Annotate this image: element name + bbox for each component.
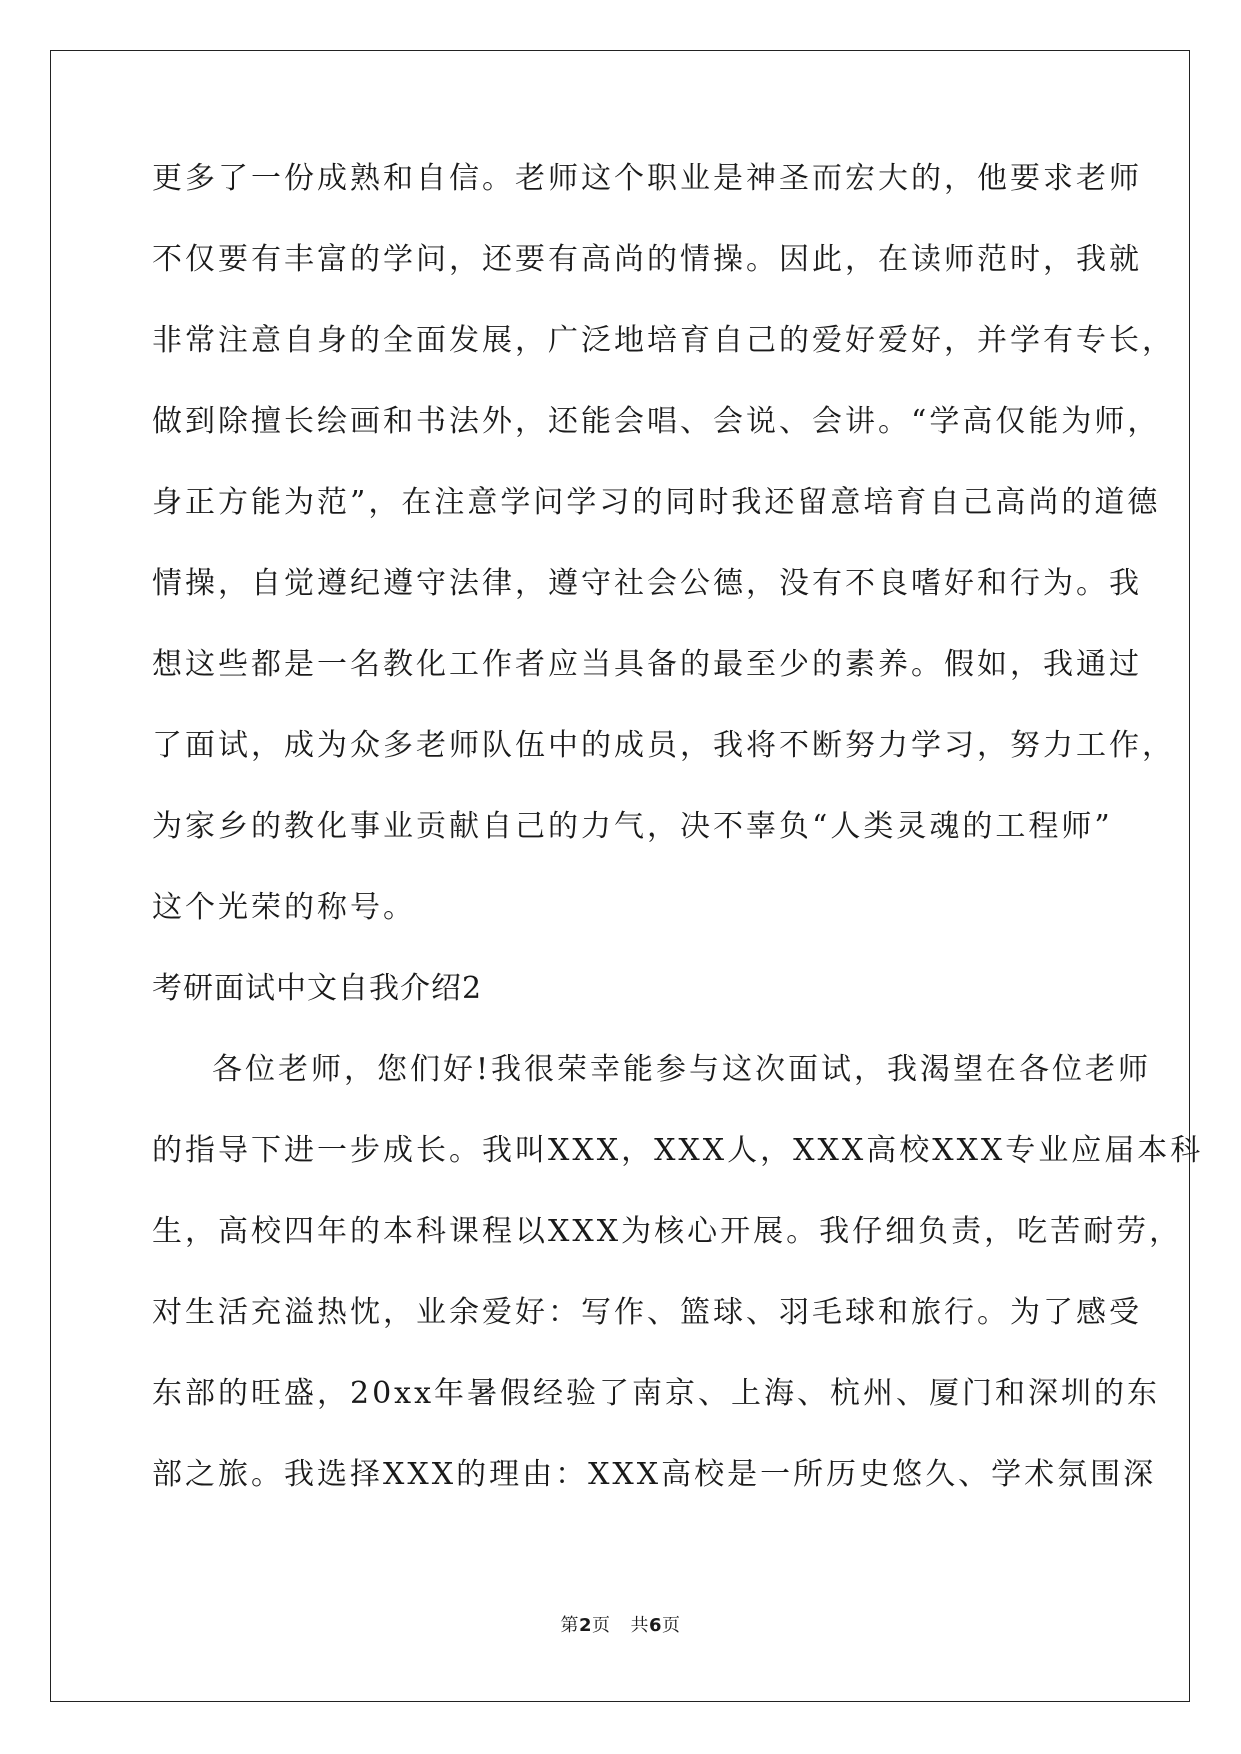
page-number-total: 6 [649, 1615, 663, 1636]
page-footer [0, 1614, 1241, 1638]
page-total-prefix: 共 [630, 1615, 649, 1636]
paragraph-line: 这个光荣的称号。 [152, 890, 416, 925]
paragraph-line: 对生活充溢热忱，业余爱好：写作、篮球、羽毛球和旅行。为了感受 [152, 1295, 1142, 1330]
paragraph-line: 了面试，成为众多老师队伍中的成员，我将不断努力学习，努力工作， [152, 728, 1175, 763]
paragraph-line: 的指导下进一步成长。我叫XXX，XXX人，XXX高校XXX专业应届本科 [152, 1133, 1204, 1168]
paragraph-line: 为家乡的教化事业贡献自己的力气，决不辜负“人类灵魂的工程师” [152, 809, 1113, 844]
paragraph-line: 生，高校四年的本科课程以XXX为核心开展。我仔细负责，吃苦耐劳， [152, 1214, 1183, 1249]
paragraph-line: 非常注意自身的全面发展，广泛地培育自己的爱好爱好，并学有专长， [152, 323, 1175, 358]
section-heading: 考研面试中文自我介绍2 [152, 971, 483, 1006]
paragraph-line: 部之旅。我选择XXX的理由：XXX高校是一所历史悠久、学术氛围深 [152, 1457, 1157, 1492]
page-number-prefix: 第 [560, 1615, 579, 1636]
paragraph-line: 做到除擅长绘画和书法外，还能会唱、会说、会讲。“学高仅能为师， [152, 404, 1161, 439]
page-total-unit: 页 [662, 1615, 681, 1636]
page-number-unit: 页 [592, 1615, 611, 1636]
paragraph-line: 各位老师，您们好!我很荣幸能参与这次面试，我渴望在各位老师 [212, 1052, 1152, 1087]
paragraph-line: 身正方能为范”，在注意学问学习的同时我还留意培育自己高尚的道德 [152, 485, 1161, 520]
paragraph-line: 不仅要有丰富的学问，还要有高尚的情操。因此，在读师范时，我就 [152, 242, 1142, 277]
paragraph-line: 更多了一份成熟和自信。老师这个职业是神圣而宏大的，他要求老师 [152, 161, 1142, 196]
document-body [152, 158, 1204, 1535]
paragraph-line: 情操，自觉遵纪遵守法律，遵守社会公德，没有不良嗜好和行为。我 [152, 566, 1142, 601]
paragraph-line: 想这些都是一名教化工作者应当具备的最至少的素养。假如，我通过 [152, 647, 1142, 682]
page-number-current: 2 [578, 1615, 592, 1636]
paragraph-line: 东部的旺盛，20xx年暑假经验了南京、上海、杭州、厦门和深圳的东 [152, 1376, 1161, 1411]
